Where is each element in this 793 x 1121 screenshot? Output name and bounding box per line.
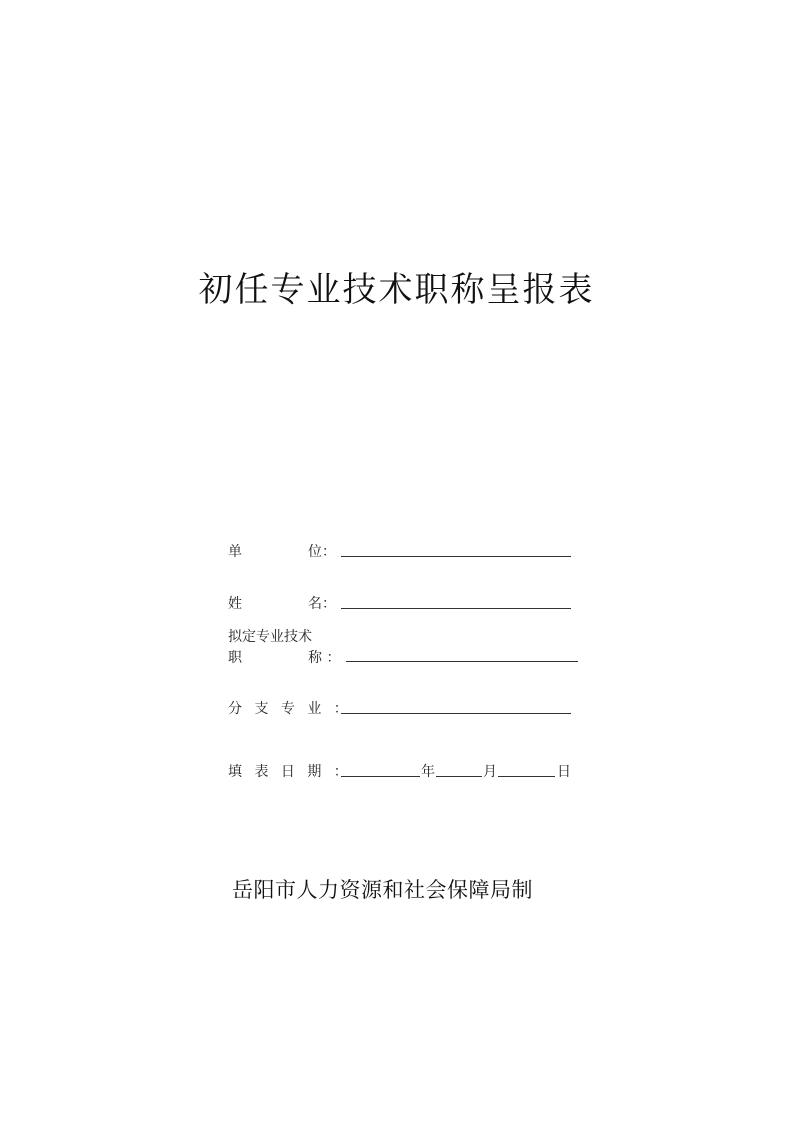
name-input-line[interactable] [341, 608, 571, 609]
date-month-input-line[interactable] [436, 776, 482, 777]
date-day-unit: 日 [557, 764, 571, 780]
date-year-input-line[interactable] [341, 776, 420, 777]
name-label-char-2: 名： [308, 596, 336, 612]
unit-label-char-1: 单 [228, 544, 242, 560]
unit-input-line[interactable] [341, 556, 571, 557]
branch-specialty-label: 分 支 专 业 ： [228, 701, 352, 717]
proposed-title-label-char-2: 称 ： [308, 650, 341, 666]
branch-specialty-input-line[interactable] [341, 713, 571, 714]
date-day-input-line[interactable] [498, 776, 555, 777]
date-month-unit: 月 [483, 764, 497, 780]
unit-label-char-2: 位： [308, 544, 336, 560]
proposed-title-input-line[interactable] [346, 661, 578, 662]
fill-date-label: 填 表 日 期 ： [228, 764, 352, 780]
proposed-title-label-line1: 拟定专业技术 [228, 629, 312, 645]
issuing-authority: 岳阳市人力资源和社会保障局制 [232, 878, 533, 902]
date-year-unit: 年 [421, 764, 435, 780]
proposed-title-label-char-1: 职 [228, 650, 242, 666]
document-title: 初任专业技术职称呈报表 [198, 270, 595, 310]
name-label-char-1: 姓 [228, 596, 242, 612]
